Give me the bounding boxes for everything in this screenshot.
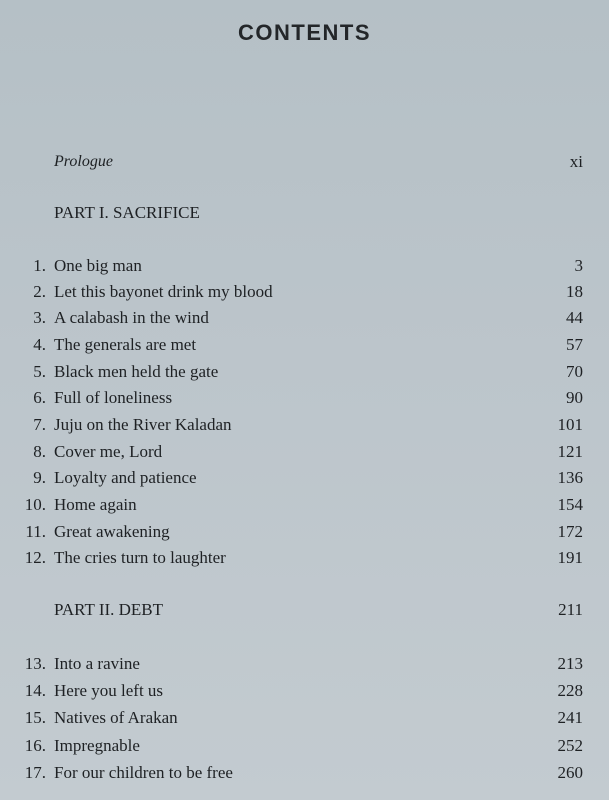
entry-number: 4.	[33, 335, 46, 354]
entry-page: 136	[557, 468, 583, 487]
entry-page: 213	[557, 654, 583, 673]
entry-page: 172	[557, 522, 583, 541]
entry-title: Great awakening	[54, 522, 170, 541]
toc-entry-prologue	[0, 150, 609, 174]
entry-number: 15.	[24, 708, 46, 727]
entry-page: 191	[557, 548, 583, 567]
entry-page: 211	[558, 600, 583, 619]
entry-page: 18	[566, 282, 583, 301]
entry-page: 70	[566, 362, 583, 381]
part-heading-1	[0, 201, 609, 225]
entry-title: Loyalty and patience	[54, 468, 197, 487]
part-heading-2	[0, 598, 609, 622]
toc-entry	[0, 413, 609, 437]
toc-entry	[0, 440, 609, 464]
entry-number: 13.	[24, 654, 46, 673]
entry-page: 154	[557, 495, 583, 514]
entry-page: 57	[566, 335, 583, 354]
entry-number: 16.	[24, 736, 46, 755]
entry-title: Cover me, Lord	[54, 442, 163, 461]
entry-page: 3	[574, 256, 583, 275]
entry-number: 17.	[24, 763, 46, 782]
toc-entry	[0, 280, 609, 304]
entry-number: 5.	[33, 362, 46, 381]
entry-page: xi	[569, 152, 583, 171]
entry-title: Prologue	[54, 153, 113, 170]
entry-title: Juju on the River Kaladan	[54, 415, 232, 434]
toc-entry	[0, 493, 609, 517]
entry-page: 121	[557, 442, 583, 461]
entry-page: 241	[557, 708, 583, 727]
entry-number: 11.	[25, 522, 46, 541]
entry-title: Full of loneliness	[54, 388, 173, 407]
toc-entry	[0, 546, 609, 570]
toc-entry	[0, 466, 609, 490]
entry-number: 12.	[24, 548, 46, 567]
entry-title: For our children to be free	[54, 763, 233, 782]
entry-title: The cries turn to laughter	[54, 548, 226, 567]
entry-number: 2.	[33, 282, 46, 301]
toc-entry	[0, 386, 609, 410]
entry-title: Natives of Arakan	[54, 708, 178, 727]
entry-number: 10.	[24, 495, 46, 514]
toc-entry	[0, 306, 609, 330]
toc-entry	[0, 734, 609, 758]
part-title: PART II. DEBT	[54, 600, 164, 619]
entry-title: The generals are met	[54, 335, 197, 354]
toc-entry	[0, 520, 609, 544]
page-title: CONTENTS	[238, 20, 371, 45]
entry-page: 101	[557, 415, 583, 434]
entry-number: 7.	[33, 415, 46, 434]
toc-entry	[0, 706, 609, 730]
entry-page: 260	[557, 763, 583, 782]
part-title: PART I. SACRIFICE	[54, 203, 200, 222]
entry-page: 44	[566, 308, 583, 327]
entry-title: Home again	[54, 495, 137, 514]
entry-title: Let this bayonet drink my blood	[54, 282, 273, 301]
entry-title: Here you left us	[54, 681, 164, 700]
entry-number: 8.	[33, 442, 46, 461]
entry-number: 6.	[33, 388, 46, 407]
entry-title: Into a ravine	[54, 654, 140, 673]
toc-entry	[0, 333, 609, 357]
entry-title: Impregnable	[54, 736, 140, 755]
entry-number: 14.	[24, 681, 46, 700]
entry-number: 1.	[33, 256, 46, 275]
entry-page: 228	[557, 681, 583, 700]
entry-page: 90	[566, 388, 583, 407]
entry-number: 3.	[33, 308, 46, 327]
entry-title: Black men held the gate	[54, 362, 219, 381]
toc-entry	[0, 679, 609, 703]
entry-number: 9.	[33, 468, 46, 487]
toc-entry	[0, 652, 609, 676]
toc-entry	[0, 254, 609, 278]
entry-title: One big man	[54, 256, 142, 275]
toc-entry	[0, 360, 609, 384]
entry-title: A calabash in the wind	[54, 308, 209, 327]
toc-entry	[0, 761, 609, 785]
entry-page: 252	[557, 736, 583, 755]
